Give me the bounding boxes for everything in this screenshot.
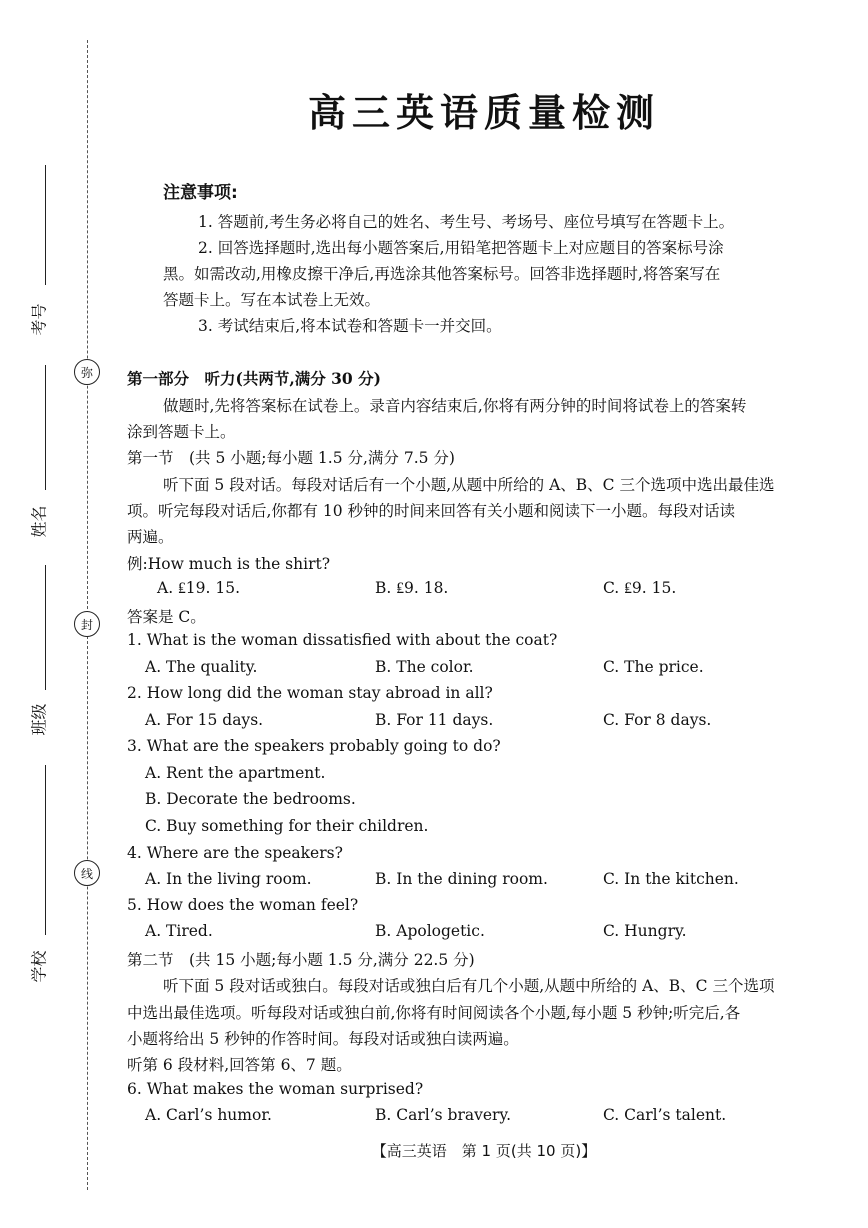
q4-option-c: C. In the kitchen. [603, 870, 739, 888]
q4-option-b: B. In the dining room. [375, 870, 548, 888]
q6-option-b: B. Carl’s bravery. [375, 1106, 512, 1124]
section2-intro-line-2: 中选出最佳选项。听每段对话或独白前,你将有时间阅读各个小题,每小题 5 秒钟;听完后,各 [127, 1004, 741, 1022]
material-6-instruction: 听第 6 段材料,回答第 6、7 题。 [127, 1056, 352, 1074]
section1-intro-line-1: 听下面 5 段对话。每段对话后有一个小题,从题中所给的 A、B、C 三个选项中选出最佳选 [163, 476, 775, 494]
seal-feng: 封 [74, 611, 100, 637]
example-question: 例:How much is the shirt? [127, 555, 331, 573]
name-line [45, 365, 46, 490]
q3-option-c: C. Buy something for their children. [145, 817, 429, 835]
q3-option-a: A. Rent the apartment. [145, 764, 326, 782]
q1-option-a: A. The quality. [145, 658, 258, 676]
q4-question: 4. Where are the speakers? [127, 844, 343, 862]
example-answer: 答案是 C。 [127, 608, 206, 626]
section2-intro-line-1: 听下面 5 段对话或独白。每段对话或独白后有几个小题,从题中所给的 A、B、C 三个选项 [163, 977, 775, 995]
q5-question: 5. How does the woman feel? [127, 896, 359, 914]
class-line [45, 565, 46, 690]
q1-question: 1. What is the woman dissatisfied with about the coat? [127, 631, 558, 649]
example-option-a: A. ₤19. 15. [157, 579, 241, 597]
class-label: 班级 [29, 703, 49, 736]
school-label: 学校 [29, 950, 49, 983]
section1-heading: 第一节 (共 5 小题;每小题 1.5 分,满分 7.5 分) [127, 449, 455, 467]
part1-heading: 第一部分 听力(共两节,满分 30 分) [127, 369, 381, 388]
seal-mi: 弥 [74, 359, 100, 385]
q5-option-a: A. Tired. [145, 922, 213, 940]
section2-heading: 第二节 (共 15 小题;每小题 1.5 分,满分 22.5 分) [127, 951, 475, 969]
notice-heading: 注意事项: [163, 183, 238, 203]
page-footer: 【高三英语 第 1 页(共 10 页)】 [371, 1142, 597, 1160]
section1-intro-line-3: 两遍。 [127, 528, 174, 546]
part1-intro-line-1: 做题时,先将答案标在试卷上。录音内容结束后,你将有两分钟的时间将试卷上的答案转 [163, 397, 747, 415]
q2-option-b: B. For 11 days. [375, 711, 494, 729]
q5-option-c: C. Hungry. [603, 922, 687, 940]
notice-item-3: 3. 考试结束后,将本试卷和答题卡一并交回。 [198, 317, 502, 335]
section2-intro-line-3: 小题将给出 5 秒钟的作答时间。每段对话或独白读两遍。 [127, 1030, 519, 1048]
seal-xian: 线 [74, 860, 100, 886]
q5-option-b: B. Apologetic. [375, 922, 485, 940]
q1-option-c: C. The price. [603, 658, 704, 676]
notice-item-2-line-2: 黑。如需改动,用橡皮擦干净后,再选涂其他答案标号。回答非选择题时,将答案写在 [163, 265, 721, 283]
q4-option-a: A. In the living room. [145, 870, 312, 888]
page-title: 高三英语质量检测 [307, 91, 660, 135]
section1-intro-line-2: 项。听完每段对话后,你都有 10 秒钟的时间来回答有关小题和阅读下一小题。每段对话读 [127, 502, 736, 520]
q3-option-b: B. Decorate the bedrooms. [145, 790, 356, 808]
q2-option-a: A. For 15 days. [145, 711, 264, 729]
example-option-b: B. ₤9. 18. [375, 579, 449, 597]
q6-option-c: C. Carl’s talent. [603, 1106, 727, 1124]
exam-number-label: 考号 [29, 303, 49, 336]
notice-item-2-line-3: 答题卡上。写在本试卷上无效。 [163, 291, 381, 309]
part1-intro-line-2: 涂到答题卡上。 [127, 423, 236, 441]
name-label: 姓名 [29, 505, 49, 538]
example-option-c: C. ₤9. 15. [603, 579, 677, 597]
q2-question: 2. How long did the woman stay abroad in all? [127, 684, 493, 702]
q6-question: 6. What makes the woman surprised? [127, 1080, 424, 1098]
q2-option-c: C. For 8 days. [603, 711, 712, 729]
q3-question: 3. What are the speakers probably going to do? [127, 737, 501, 755]
notice-item-1: 1. 答题前,考生务必将自己的姓名、考生号、考场号、座位号填写在答题卡上。 [198, 213, 735, 231]
school-line [45, 765, 46, 935]
exam-number-line [45, 165, 46, 285]
notice-item-2-line-1: 2. 回答选择题时,选出每小题答案后,用铅笔把答题卡上对应题目的答案标号涂 [198, 239, 724, 257]
q1-option-b: B. The color. [375, 658, 474, 676]
q6-option-a: A. Carl’s humor. [145, 1106, 272, 1124]
